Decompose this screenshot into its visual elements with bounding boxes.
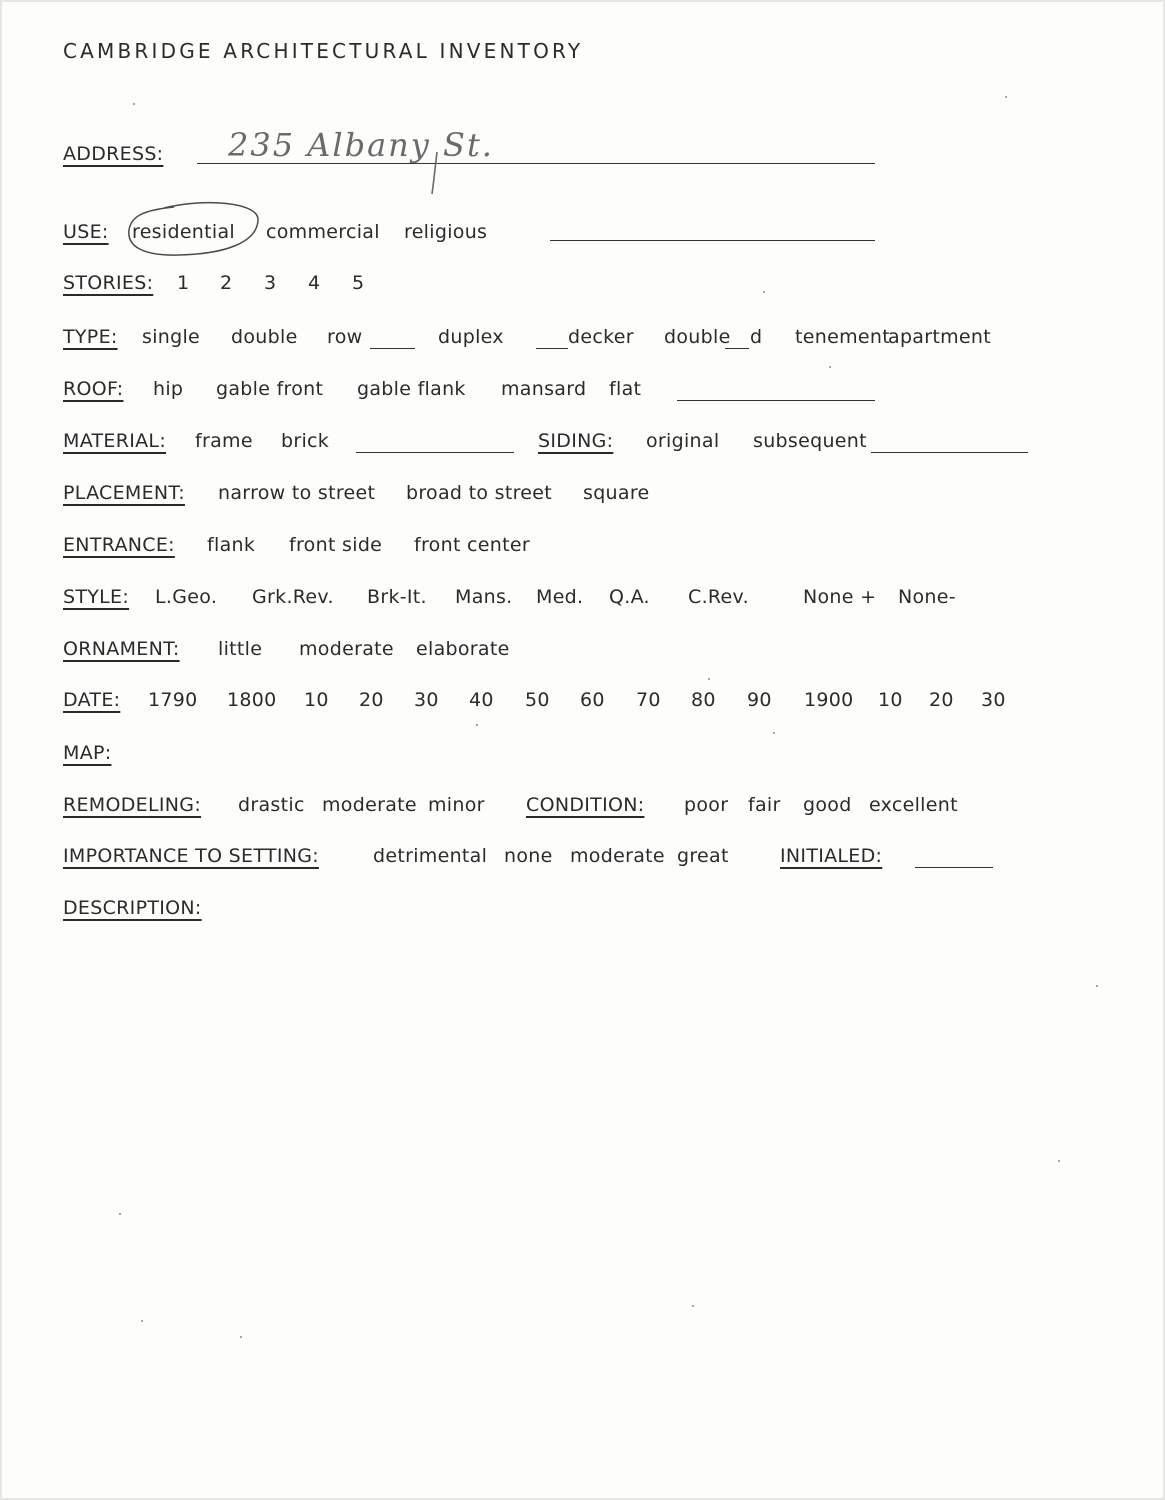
date-option-1790[interactable]: 1790 [148, 689, 198, 711]
scan-speck [1005, 96, 1007, 98]
stories-option-1[interactable]: 1 [177, 272, 190, 294]
date-option-1800[interactable]: 1800 [227, 689, 277, 711]
use-option-commercial[interactable]: commercial [266, 221, 380, 243]
siding-option-original[interactable]: original [646, 430, 720, 452]
map-label: MAP: [63, 742, 112, 764]
form-title: CAMBRIDGE ARCHITECTURAL INVENTORY [63, 39, 584, 63]
scan-speck [708, 678, 710, 680]
style-option-c-rev[interactable]: C.Rev. [688, 586, 749, 608]
importance-option-detrimental[interactable]: detrimental [373, 845, 488, 867]
ornament-label: ORNAMENT: [63, 638, 180, 660]
date-option-1910[interactable]: 10 [878, 689, 903, 711]
style-option-grk-rev[interactable]: Grk.Rev. [252, 586, 334, 608]
use-other-line[interactable] [550, 240, 875, 241]
date-option-1860[interactable]: 60 [580, 689, 605, 711]
date-option-1880[interactable]: 80 [691, 689, 716, 711]
type-option-apartment[interactable]: apartment [888, 326, 991, 348]
date-option-1830[interactable]: 30 [414, 689, 439, 711]
roof-other-line[interactable] [677, 400, 875, 401]
condition-option-excellent[interactable]: excellent [869, 794, 958, 816]
date-label: DATE: [63, 689, 121, 711]
style-option-med[interactable]: Med. [536, 586, 584, 608]
importance-option-none[interactable]: none [504, 845, 553, 867]
row-blank[interactable] [370, 348, 415, 349]
stories-label: STORIES: [63, 272, 154, 294]
roof-option-flat[interactable]: flat [609, 378, 642, 400]
roof-option-gable-flank[interactable]: gable flank [357, 378, 466, 400]
style-option-none-minus[interactable]: None- [898, 586, 956, 608]
entrance-option-front-center[interactable]: front center [414, 534, 530, 556]
double-d-blank[interactable] [725, 348, 749, 349]
style-option-brk-it[interactable]: Brk-It. [367, 586, 427, 608]
address-pen-stroke [425, 150, 445, 196]
roof-option-mansard[interactable]: mansard [501, 378, 587, 400]
address-handwritten-value: 235 Albany St. [228, 126, 494, 164]
scan-speck [1096, 985, 1098, 987]
scan-speck [476, 724, 478, 726]
date-option-1870[interactable]: 70 [636, 689, 661, 711]
roof-option-gable-front[interactable]: gable front [216, 378, 324, 400]
initialed-line[interactable] [915, 867, 993, 868]
date-option-1840[interactable]: 40 [469, 689, 494, 711]
date-option-1810[interactable]: 10 [304, 689, 329, 711]
roof-label: ROOF: [63, 378, 124, 400]
use-option-religious[interactable]: religious [404, 221, 488, 243]
style-label: STYLE: [63, 586, 130, 608]
scan-speck [692, 1305, 694, 1307]
ornament-option-little[interactable]: little [218, 638, 263, 660]
type-option-tenement[interactable]: tenement [795, 326, 890, 348]
remodeling-option-moderate[interactable]: moderate [322, 794, 417, 816]
scan-speck [763, 291, 765, 293]
type-label: TYPE: [63, 326, 118, 348]
date-option-1820[interactable]: 20 [359, 689, 384, 711]
stories-option-5[interactable]: 5 [352, 272, 365, 294]
placement-label: PLACEMENT: [63, 482, 185, 504]
stories-option-2[interactable]: 2 [220, 272, 233, 294]
importance-option-great[interactable]: great [677, 845, 729, 867]
scan-speck [1058, 1160, 1060, 1162]
remodeling-option-drastic[interactable]: drastic [238, 794, 305, 816]
placement-option-broad[interactable]: broad to street [406, 482, 553, 504]
roof-option-hip[interactable]: hip [153, 378, 184, 400]
scan-speck [773, 732, 775, 734]
remodeling-label: REMODELING: [63, 794, 202, 816]
type-option-double[interactable]: double [231, 326, 298, 348]
placement-option-square[interactable]: square [583, 482, 650, 504]
material-other-line[interactable] [356, 452, 514, 453]
importance-label: IMPORTANCE TO SETTING: [63, 845, 319, 867]
stories-option-4[interactable]: 4 [308, 272, 321, 294]
style-option-mans[interactable]: Mans. [455, 586, 513, 608]
importance-option-moderate[interactable]: moderate [570, 845, 665, 867]
date-option-1850[interactable]: 50 [525, 689, 550, 711]
type-option-duplex[interactable]: duplex [438, 326, 504, 348]
decker-blank[interactable] [536, 348, 568, 349]
date-option-1920[interactable]: 20 [929, 689, 954, 711]
ornament-option-moderate[interactable]: moderate [299, 638, 394, 660]
siding-label: SIDING: [538, 430, 614, 452]
date-option-1930[interactable]: 30 [981, 689, 1006, 711]
type-option-d-suffix: d [750, 326, 763, 348]
type-option-decker[interactable]: decker [568, 326, 634, 348]
entrance-option-front-side[interactable]: front side [289, 534, 383, 556]
scan-speck [240, 1336, 242, 1338]
scan-speck [141, 1320, 143, 1322]
remodeling-option-minor[interactable]: minor [428, 794, 485, 816]
scan-speck [133, 103, 135, 105]
type-option-single[interactable]: single [142, 326, 201, 348]
siding-option-subsequent[interactable]: subsequent [753, 430, 867, 452]
condition-label: CONDITION: [526, 794, 645, 816]
description-label: DESCRIPTION: [63, 897, 202, 919]
condition-option-fair[interactable]: fair [748, 794, 781, 816]
type-option-double-d[interactable]: double [664, 326, 731, 348]
initialed-label: INITIALED: [780, 845, 883, 867]
date-option-1890[interactable]: 90 [747, 689, 772, 711]
scan-speck [119, 1213, 121, 1215]
condition-option-good[interactable]: good [803, 794, 852, 816]
stories-option-3[interactable]: 3 [264, 272, 277, 294]
scan-speck [829, 366, 831, 368]
material-option-frame[interactable]: frame [195, 430, 253, 452]
entrance-label: ENTRANCE: [63, 534, 175, 556]
residential-circle-mark [124, 198, 264, 264]
date-option-1900[interactable]: 1900 [804, 689, 854, 711]
siding-other-line[interactable] [871, 452, 1028, 453]
condition-option-poor[interactable]: poor [684, 794, 729, 816]
style-option-none-plus[interactable]: None + [803, 586, 877, 608]
placement-option-narrow[interactable]: narrow to street [218, 482, 376, 504]
material-label: MATERIAL: [63, 430, 167, 452]
entrance-option-flank[interactable]: flank [207, 534, 256, 556]
ornament-option-elaborate[interactable]: elaborate [416, 638, 510, 660]
address-label: ADDRESS: [63, 143, 164, 165]
use-label: USE: [63, 221, 109, 243]
style-option-l-geo[interactable]: L.Geo. [155, 586, 218, 608]
style-option-qa[interactable]: Q.A. [609, 586, 650, 608]
type-option-row[interactable]: row [327, 326, 363, 348]
use-option-residential[interactable]: residential [132, 221, 236, 243]
material-option-brick[interactable]: brick [281, 430, 330, 452]
